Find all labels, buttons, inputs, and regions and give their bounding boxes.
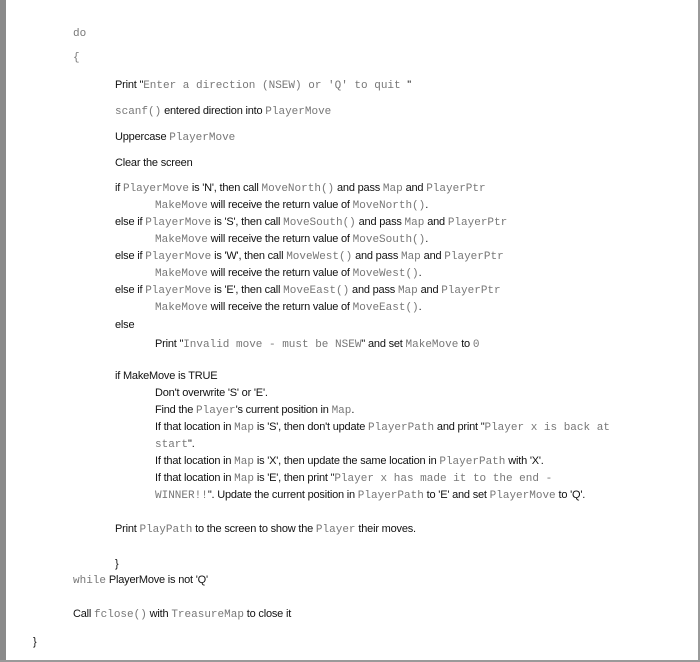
text-segment: PlayerMove is not 'Q' (106, 574, 208, 586)
text-segment: with 'X'. (505, 455, 544, 467)
code-token: MoveEast() (283, 285, 350, 297)
text-segment: is 'X', then update the same location in (253, 455, 440, 467)
code-token: Map (234, 456, 254, 468)
pseudocode-line (115, 215, 507, 230)
text-segment: and (420, 250, 445, 262)
code-token: MakeMove (155, 234, 208, 246)
code-token: MakeMove (155, 302, 208, 314)
pseudocode-line (115, 104, 331, 119)
text-segment: Uppercase (115, 131, 170, 143)
pseudocode-line (155, 488, 585, 503)
text-segment: is 'E', then print " (253, 472, 335, 484)
code-token: do (73, 28, 87, 40)
code-token: Player x is back at (484, 422, 610, 434)
code-token: Map (234, 473, 254, 485)
text-segment: else (115, 319, 135, 331)
code-token: PlayerMove (145, 285, 212, 297)
pseudocode-line (73, 573, 208, 588)
text-segment: to the screen to show the (192, 523, 316, 535)
code-token: PlayerPath (357, 490, 424, 502)
code-token: PlayerPath (368, 422, 435, 434)
pseudocode-line (115, 369, 217, 383)
text-segment: and pass (355, 216, 405, 228)
text-segment: entered direction into (161, 105, 266, 117)
code-token: PlayerPtr (447, 217, 508, 229)
text-segment: and (402, 182, 427, 194)
pseudocode-line (155, 337, 479, 352)
text-segment: and pass (349, 284, 398, 296)
text-segment: and pass (352, 250, 401, 262)
pseudocode-line (155, 471, 552, 486)
pseudocode-line (115, 557, 118, 571)
pseudocode-line (155, 403, 354, 418)
code-token: MoveNorth() (261, 183, 335, 195)
text-segment: . (418, 267, 422, 279)
code-token: PlayerMove (122, 183, 189, 195)
pseudocode-line (73, 50, 80, 65)
code-token: PlayerPtr (426, 183, 486, 195)
pseudocode-line (33, 635, 36, 649)
code-token: TreasureMap (171, 609, 244, 621)
text-segment: is 'E', then call (211, 284, 284, 296)
code-token: Map (404, 217, 425, 229)
text-segment: and (417, 284, 442, 296)
pseudocode-line (155, 386, 268, 400)
text-segment: their moves. (355, 523, 416, 535)
text-segment: else if (115, 250, 146, 262)
text-segment: Don't overwrite 'S' or 'E'. (155, 387, 268, 399)
code-token: MoveSouth() (352, 234, 426, 246)
code-token: PlayerMove (145, 217, 212, 229)
code-token: Map (397, 285, 418, 297)
text-segment: " (407, 79, 411, 91)
code-token: MoveNorth() (352, 200, 426, 212)
code-token: MoveSouth() (283, 217, 356, 229)
code-token: start (155, 439, 189, 451)
pseudocode-line (115, 283, 501, 298)
code-token: PlayerMove (489, 490, 556, 502)
code-token: { (73, 52, 80, 64)
text-segment: will receive the return value of (207, 233, 353, 245)
pseudocode-line (73, 607, 291, 622)
text-segment: Print (115, 523, 140, 535)
code-token: MoveWest() (352, 268, 419, 280)
code-token: Player (315, 524, 356, 536)
code-token: Player (196, 405, 236, 417)
text-segment: to 'E' and set (423, 489, 490, 501)
text-segment: if (115, 182, 123, 194)
text-segment: . (425, 199, 429, 211)
code-token: PlayerMove (265, 106, 332, 118)
text-segment: } (115, 558, 119, 570)
pseudocode-line (115, 156, 193, 170)
code-token: MoveEast() (352, 302, 419, 314)
text-segment: will receive the return value of (207, 267, 353, 279)
text-segment: If that location in (155, 455, 235, 467)
text-segment: If that location in (155, 421, 235, 433)
text-segment: is 'S', then call (211, 216, 284, 228)
text-segment: . (425, 233, 429, 245)
pseudocode-line (73, 26, 86, 41)
code-token: MoveWest() (286, 251, 353, 263)
pseudocode-line (115, 181, 486, 196)
text-segment: Call (73, 608, 95, 620)
code-token: 0 (472, 339, 480, 351)
pseudocode-line (155, 266, 422, 281)
text-segment: will receive the return value of (207, 301, 353, 313)
text-segment: is 'W', then call (211, 250, 287, 262)
text-segment: to (458, 338, 473, 350)
text-segment: if MakeMove is TRUE (115, 370, 218, 382)
text-segment: ". (188, 438, 195, 450)
code-token: Map (331, 405, 352, 417)
text-segment: else if (115, 284, 146, 296)
text-segment: 's current position in (235, 404, 332, 416)
text-segment: and pass (334, 182, 383, 194)
code-token: Enter a direction (NSEW) or 'Q' to quit (143, 80, 408, 92)
pseudocode-line (115, 249, 504, 264)
text-segment: If that location in (155, 472, 235, 484)
code-token: PlayerMove (145, 251, 212, 263)
pseudocode-line (115, 522, 416, 537)
pseudocode-line (115, 78, 411, 93)
code-token: Map (234, 422, 254, 434)
code-token: PlayerMove (169, 132, 236, 144)
text-segment: and print " (434, 421, 485, 433)
text-segment: . (418, 301, 422, 313)
code-token: WINNER!! (155, 490, 208, 502)
pseudocode-line (155, 232, 428, 247)
code-token: PlayerPtr (441, 285, 501, 297)
text-segment: to 'Q'. (555, 489, 586, 501)
pseudocode-line (115, 130, 235, 145)
code-token: PlayPath (139, 524, 193, 536)
pseudocode-line (155, 437, 195, 452)
code-token: Map (382, 183, 403, 195)
text-segment: Print " (115, 79, 144, 91)
text-segment: " and set (361, 338, 406, 350)
text-segment: is 'S', then don't update (253, 421, 369, 433)
code-token: MakeMove (405, 339, 459, 351)
text-segment: ". Update the current position in (207, 489, 358, 501)
code-token: fclose() (94, 609, 147, 621)
text-segment: Find the (155, 404, 197, 416)
code-token: MakeMove (155, 200, 208, 212)
pseudocode-line (155, 454, 544, 469)
code-token: PlayerPath (439, 456, 506, 468)
pseudocode-line (155, 198, 428, 213)
text-segment: with (146, 608, 172, 620)
text-segment: Clear the screen (115, 157, 193, 169)
text-segment: will receive the return value of (207, 199, 353, 211)
code-token: scanf() (115, 106, 162, 118)
code-token: Invalid move - must be NSEW (183, 339, 362, 351)
code-token: PlayerPtr (444, 251, 504, 263)
pseudocode-line (155, 300, 422, 315)
code-token: while (73, 575, 107, 587)
text-segment: else if (115, 216, 146, 228)
code-token: MakeMove (155, 268, 208, 280)
text-segment: . (351, 404, 355, 416)
text-segment: } (33, 636, 37, 648)
pseudocode-line (115, 318, 134, 332)
left-border (0, 0, 6, 662)
code-token: Player x has made it to the end - (334, 473, 553, 485)
pseudocode-line (155, 420, 610, 435)
text-segment: Print " (155, 338, 184, 350)
text-segment: and (424, 216, 448, 228)
text-segment: is 'N', then call (188, 182, 262, 194)
code-token: Map (400, 251, 421, 263)
text-segment: to close it (243, 608, 292, 620)
